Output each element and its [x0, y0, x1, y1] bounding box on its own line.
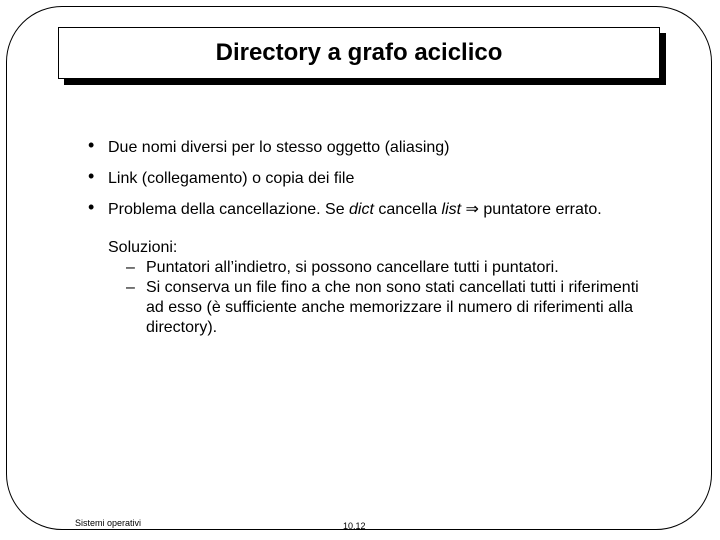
solution-text: Puntatori all’indietro, si possono cancellare tutti i puntatori. — [146, 259, 559, 276]
bullet-text: Link (collegamento) o copia dei file — [108, 170, 355, 187]
solution-text: Si conserva un file fino a che non sono stati cancellati tutti i riferimenti ad esso (è sufficiente anche memorizzare il numero di riferimenti alla directory). — [146, 279, 639, 336]
term-dict: dict — [349, 201, 374, 218]
slide-title: Directory a grafo aciclico — [215, 39, 503, 66]
solution-item — [88, 258, 648, 278]
bullet-icon: • — [88, 197, 95, 217]
footer-course: Sistemi operativi — [75, 518, 142, 528]
dash-icon: – — [126, 279, 135, 296]
term-list: list — [441, 201, 462, 218]
bullet-icon: • — [88, 166, 95, 186]
dash-icon: – — [126, 259, 135, 276]
bullet-text: Due nomi diversi per lo stesso oggetto (aliasing) — [108, 139, 450, 156]
implies-arrow-icon: ⇒ — [465, 201, 479, 218]
bullet-item — [88, 135, 648, 158]
bullet-item — [88, 197, 648, 220]
solutions-label: Soluzioni: — [108, 239, 178, 256]
bullet-text-prefix: Problema della cancellazione. Se — [108, 201, 350, 218]
bullet-text-middle: cancella — [373, 201, 442, 218]
slide-content — [88, 135, 648, 338]
bullet-item — [88, 166, 648, 189]
title-box — [58, 27, 660, 79]
bullet-icon: • — [88, 135, 95, 155]
footer-page-number: 10.12 — [343, 521, 366, 531]
solution-item — [88, 278, 648, 338]
bullet-text-suffix: puntatore errato. — [478, 201, 602, 218]
